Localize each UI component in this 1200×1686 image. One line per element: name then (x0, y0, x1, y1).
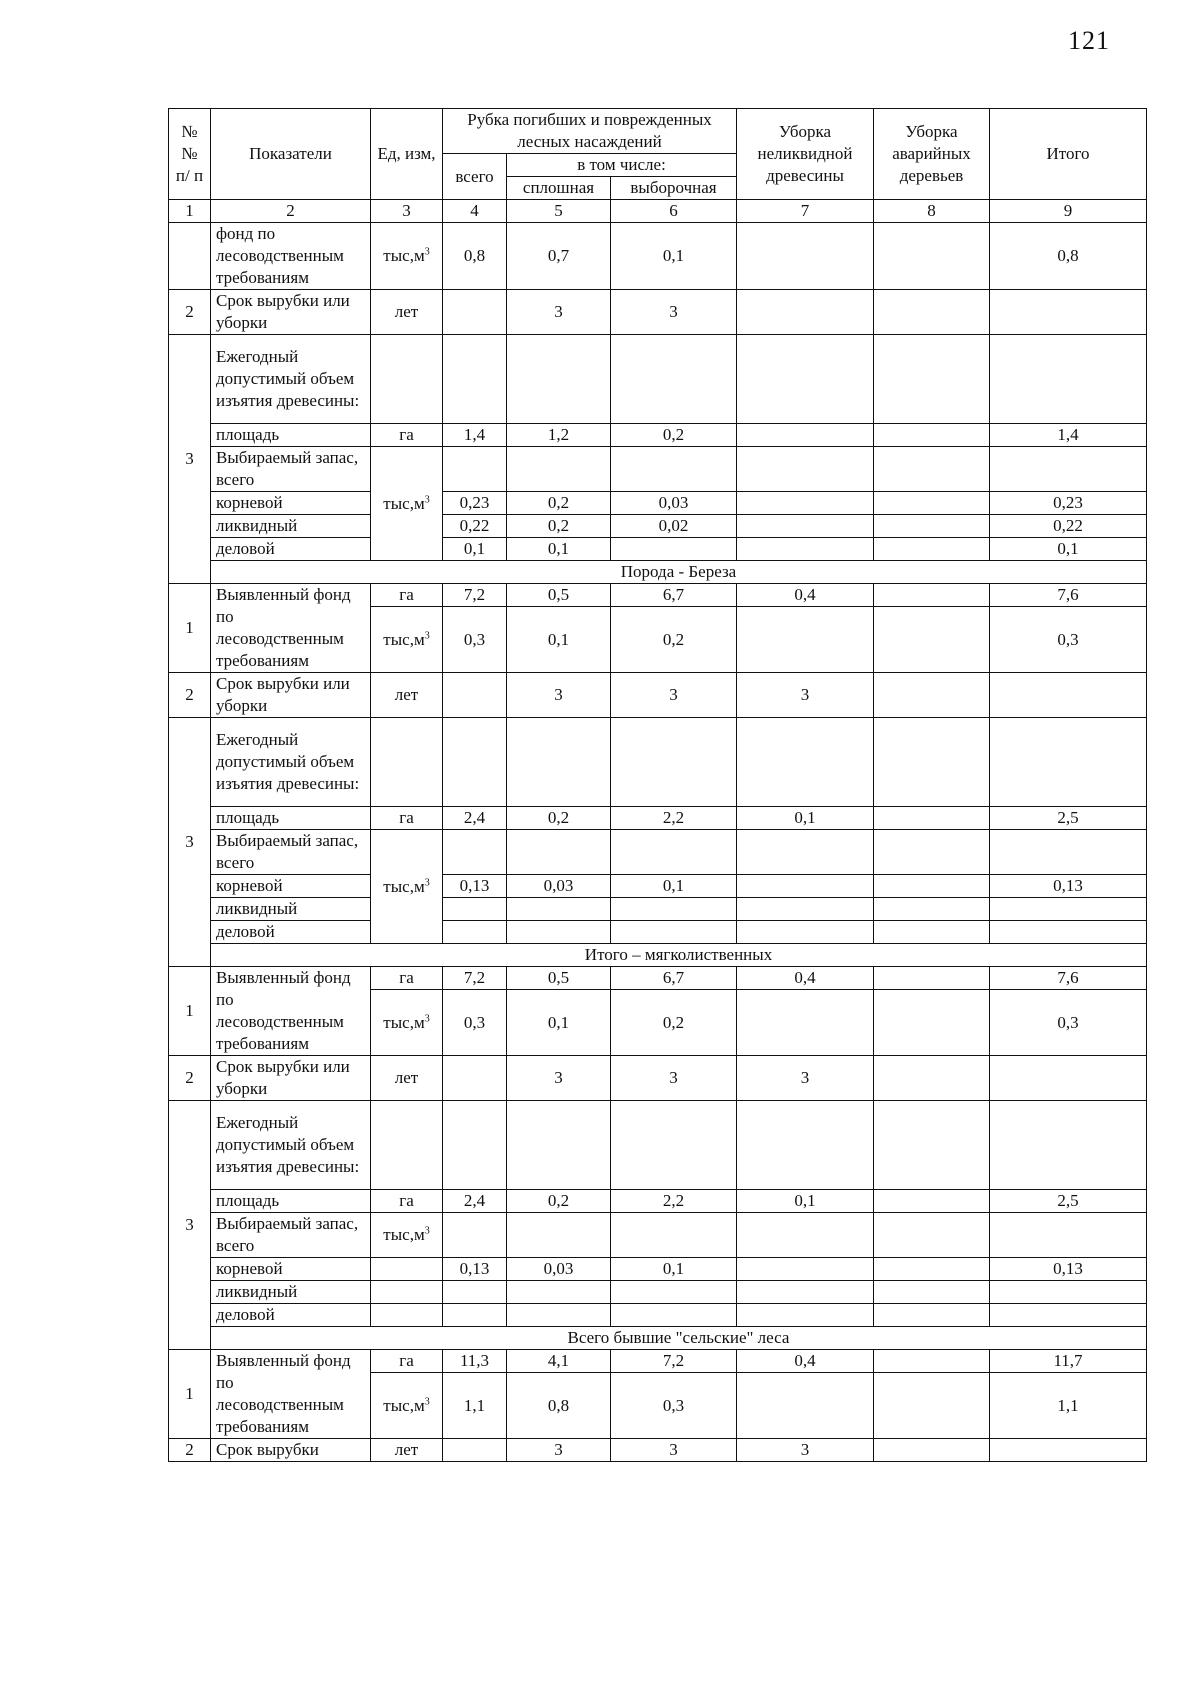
section-row (169, 561, 1147, 584)
header-num: № № п/ п (169, 109, 211, 200)
table-row (169, 921, 1147, 944)
indicator-identified: Выявленный фонд по лесоводственным требованиям (211, 584, 371, 673)
unit-ths-m3: $тыс,м^3$ (371, 447, 443, 561)
section-birch: Порода - Береза (211, 561, 1147, 584)
table-row: 1 Выявленный фонд по лесоводственным требованиям га 7,2 0,5 6,7 0,4 7,6 (169, 967, 1147, 990)
col-number: 1 (169, 200, 211, 223)
header-felling: Рубка погибших и поврежденных лесных насаждений (443, 109, 737, 154)
table-row (169, 830, 1147, 875)
table-row (169, 898, 1147, 921)
indicator-root: корневой (211, 492, 371, 515)
header-illiquid: Уборка неликвидной древесины (737, 109, 874, 200)
indicator-root: корневой (211, 1258, 371, 1281)
table-row: площадь га 2,4 0,2 2,2 0,1 2,5 (169, 1190, 1147, 1213)
indicator-term: Срок вырубки или уборки (211, 673, 371, 718)
unit-ths-m3: $тыс,м^3$ (371, 607, 443, 673)
col-number: 8 (874, 200, 990, 223)
col-number: 4 (443, 200, 507, 223)
indicator-root: корневой (211, 875, 371, 898)
value-clear: 0,7 (507, 223, 611, 290)
col-number: 7 (737, 200, 874, 223)
unit-ths-m3: $тыс,м^3$ (371, 830, 443, 944)
row-number: 2 (169, 1439, 211, 1462)
row-number: 3 (169, 335, 211, 584)
table-row: $тыс,м^3$ 1,1 0,8 0,3 1,1 (169, 1373, 1147, 1439)
unit-ha: га (371, 584, 443, 607)
unit-ha: га (371, 1350, 443, 1373)
table-row (169, 718, 1147, 807)
unit-ha: га (371, 967, 443, 990)
header-clear: сплошная (507, 177, 611, 200)
indicator-liquid: ликвидный (211, 898, 371, 921)
table-row (169, 1281, 1147, 1304)
indicator-annual: Ежегодный допустимый объем изъятия древесины: (211, 718, 371, 807)
table-row (169, 1101, 1147, 1190)
indicator-fund: фонд по лесоводственным требованиям (211, 223, 371, 290)
indicator-liquid: ликвидный (211, 515, 371, 538)
header-including: в том числе: (507, 154, 737, 177)
value-emergency (874, 223, 990, 290)
col-number: 2 (211, 200, 371, 223)
row-number: 1 (169, 584, 211, 673)
unit-years: лет (371, 673, 443, 718)
section-row (169, 944, 1147, 967)
col-number: 9 (990, 200, 1147, 223)
value-selective: 3 (611, 290, 737, 335)
indicator-term: Срок вырубки (211, 1439, 371, 1462)
row-number: 3 (169, 718, 211, 967)
row-number: 2 (169, 673, 211, 718)
table-row (169, 1213, 1147, 1258)
table-row: корневой 0,13 0,03 0,1 0,13 (169, 875, 1147, 898)
table-row: ликвидный 0,22 0,2 0,02 0,22 (169, 515, 1147, 538)
table-row: 1 Выявленный фонд по лесоводственным требованиям га 7,2 0,5 6,7 0,4 7,6 (169, 584, 1147, 607)
column-number-row (169, 200, 1147, 223)
row-number: 1 (169, 1350, 211, 1439)
header-total-all: всего (443, 154, 507, 200)
indicator-liquid: ликвидный (211, 1281, 371, 1304)
value-clear: 3 (507, 290, 611, 335)
indicator-stock: Выбираемый запас, всего (211, 447, 371, 492)
row-number: 3 (169, 1101, 211, 1350)
unit-ha: га (371, 1190, 443, 1213)
section-row (169, 1327, 1147, 1350)
table-row: $тыс,м^3$ 0,3 0,1 0,2 0,3 (169, 607, 1147, 673)
header-unit: Ед, изм, (371, 109, 443, 200)
indicator-annual: Ежегодный допустимый объем изъятия древесины: (211, 335, 371, 424)
row-number: 2 (169, 1056, 211, 1101)
table-row: 2 Срок вырубки лет 3 3 3 (169, 1439, 1147, 1462)
value-illiquid (737, 223, 874, 290)
section-soft-total: Итого – мягколиственных (211, 944, 1147, 967)
indicator-area: площадь (211, 807, 371, 830)
unit-ths-m3: $тыс,м^3$ (371, 990, 443, 1056)
table-row: деловой 0,1 0,1 0,1 (169, 538, 1147, 561)
table-row (169, 335, 1147, 424)
header-indicator: Показатели (211, 109, 371, 200)
header-row-1 (169, 109, 1147, 154)
indicator-term: Срок вырубки или уборки (211, 290, 371, 335)
unit-ths-m3: $тыс,м^3$ (371, 1373, 443, 1439)
table-row: 1 Выявленный фонд по лесоводственным требованиям га 11,3 4,1 7,2 0,4 11,7 (169, 1350, 1147, 1373)
table-row: площадь га 2,4 0,2 2,2 0,1 2,5 (169, 807, 1147, 830)
indicator-annual: Ежегодный допустимый объем изъятия древесины: (211, 1101, 371, 1190)
row-number: 1 (169, 967, 211, 1056)
header-selective: выборочная (611, 177, 737, 200)
indicator-stock: Выбираемый запас, всего (211, 1213, 371, 1258)
unit-years: лет (371, 1439, 443, 1462)
table-row: 2 Срок вырубки или уборки лет 3 3 3 (169, 1056, 1147, 1101)
header-total: Итого (990, 109, 1147, 200)
indicator-identified: Выявленный фонд по лесоводственным требованиям (211, 967, 371, 1056)
unit-ha: га (371, 807, 443, 830)
value-total: 0,8 (443, 223, 507, 290)
indicator-area: площадь (211, 424, 371, 447)
header-emergency: Уборка аварийных деревьев (874, 109, 990, 200)
indicator-identified: Выявленный фонд по лесоводственным требованиям (211, 1350, 371, 1439)
value-selective: 0,1 (611, 223, 737, 290)
indicator-business: деловой (211, 921, 371, 944)
table-row: 2 Срок вырубки или уборки лет 3 3 3 (169, 673, 1147, 718)
row-number: 2 (169, 290, 211, 335)
indicator-business: деловой (211, 1304, 371, 1327)
table-row: корневой 0,13 0,03 0,1 0,13 (169, 1258, 1147, 1281)
unit-ths-m3: $тыс,м^3$ (371, 1213, 443, 1258)
indicator-area: площадь (211, 1190, 371, 1213)
table-row (169, 290, 1147, 335)
unit-ha: га (371, 424, 443, 447)
unit-years: лет (371, 290, 443, 335)
col-number: 3 (371, 200, 443, 223)
col-number: 6 (611, 200, 737, 223)
unit-years: лет (371, 1056, 443, 1101)
unit-ths-m3: $тыс,м^3$ (371, 223, 443, 290)
forest-felling-table (168, 108, 1147, 1462)
indicator-stock: Выбираемый запас, всего (211, 830, 371, 875)
page-number: 121 (1068, 26, 1110, 55)
value-total-sum: 0,8 (990, 223, 1147, 290)
table-row (169, 447, 1147, 492)
table-row: площадь га 1,4 1,2 0,2 1,4 (169, 424, 1147, 447)
indicator-term: Срок вырубки или уборки (211, 1056, 371, 1101)
table-row: $тыс,м^3$ 0,3 0,1 0,2 0,3 (169, 990, 1147, 1056)
indicator-business: деловой (211, 538, 371, 561)
table-row (169, 223, 1147, 290)
col-number: 5 (507, 200, 611, 223)
table-row (169, 1304, 1147, 1327)
section-rural-total: Всего бывшие "сельские" леса (211, 1327, 1147, 1350)
table-row: корневой 0,23 0,2 0,03 0,23 (169, 492, 1147, 515)
